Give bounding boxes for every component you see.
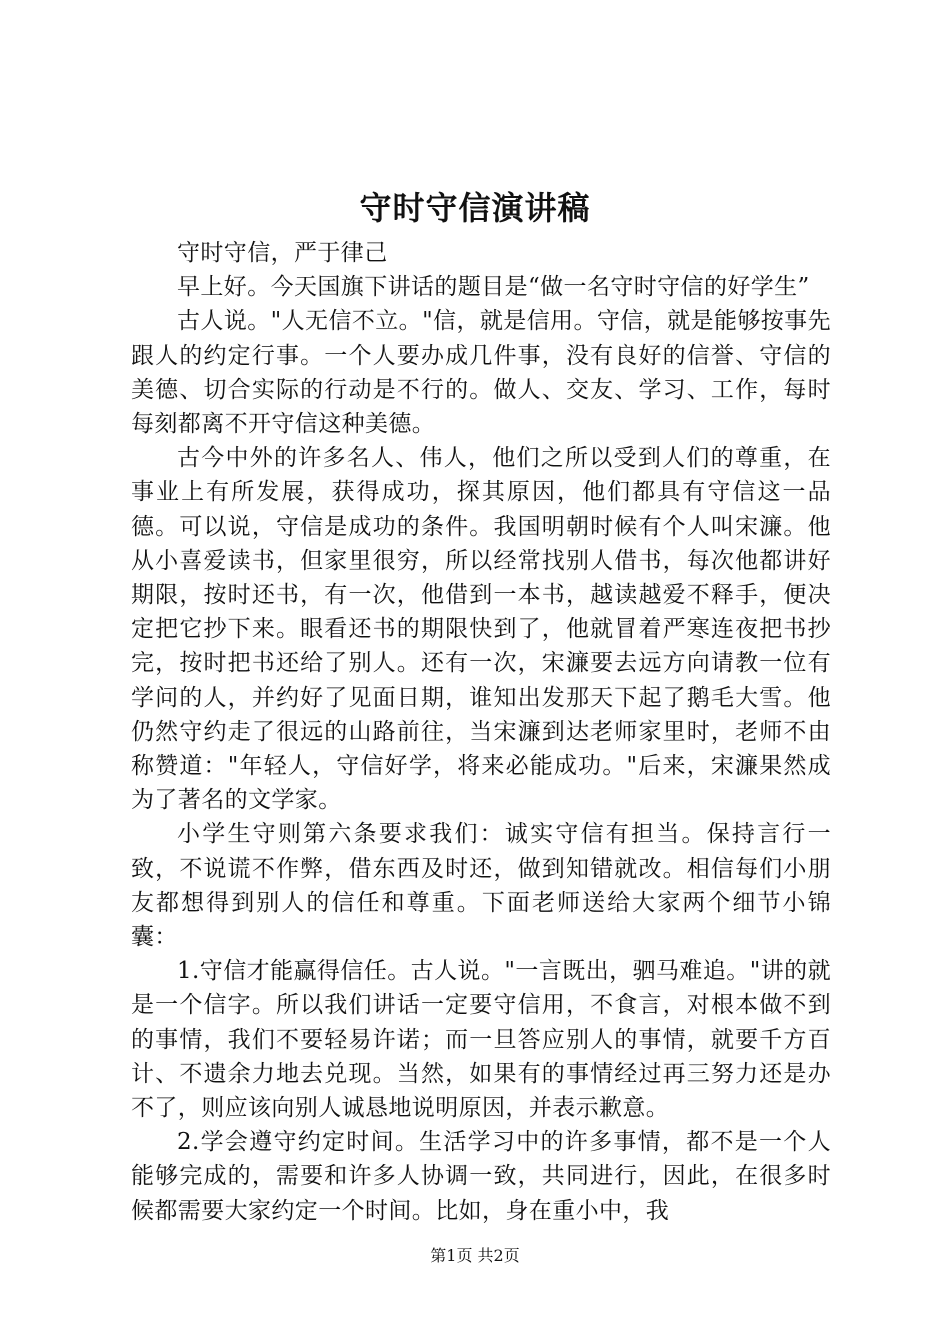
paragraph-greeting: 早上好。今天国旗下讲话的题目是“做一名守时守信的好学生” [177, 274, 810, 301]
document-title: 守时守信演讲稿 [359, 189, 591, 227]
page-footer: 第1页 共2页 [430, 1246, 520, 1265]
document-body [131, 236, 831, 1228]
paragraph-subtitle: 守时守信，严于律己 [177, 240, 388, 266]
paragraph-tip-2: 2.学会遵守约定时间。生活学习中的许多事情，都不是一个人能够完成的，需要和许多人协调一致，共同进行，因此，在很多时候都需要大家约定一个时间。比如，身在重小中，我 [131, 1129, 831, 1224]
paragraph-song-lian-story: 古今中外的许多名人、伟人，他们之所以受到人们的尊重，在事业上有所发展，获得成功，探其原因，他们都具有守信这一品德。可以说，守信是成功的条件。我国明朝时候有个人叫宋濂。他从小喜爱读书，但家里很穷，所以经常找别人借书，每次他都讲好期限，按时还书，有一次，他借到一本书，越读越爱不释手，便决定把它抄下来。眼看还书的期限快到了，他就冒着严寒连夜把书抄完，按时把书还给了别人。还有一次，宋濂要去远方向请教一位有学问的人，并约好了见面日期，谁知出发那天下起了鹅毛大雪。他仍然守约走了很远的山路前往，当宋濂到达老师家里时，老师不由称赞道："年轻人，守信好学，将来必能成功。"后来，宋濂果然成为了著名的文学家。 [131, 445, 831, 814]
paragraph-ancient-saying: 古人说。"人无信不立。"信，就是信用。守信，就是能够按事先跟人的约定行事。一个人要办成几件事，没有良好的信誉、守信的美德、切合实际的行动是不行的。做人、交友、学习、工作，每时每刻都离不开守信这种美德。 [131, 308, 831, 438]
paragraph-tip-1: 1.守信才能赢得信任。古人说。"一言既出，驷马难追。"讲的就是一个信字。所以我们讲话一定要守信用，不食言，对根本做不到的事情，我们不要轻易许诺；而一旦答应别人的事情，就要千方百计、不遗余力地去兑现。当然，如果有的事情经过再三努力还是办不了，则应该向别人诚恳地说明原因，并表示歉意。 [131, 958, 831, 1122]
paragraph-student-rules: 小学生守则第六条要求我们：诚实守信有担当。保持言行一致，不说谎不作弊，借东西及时还，做到知错就改。相信每们小朋友都想得到别人的信任和尊重。下面老师送给大家两个细节小锦囊： [131, 821, 831, 951]
